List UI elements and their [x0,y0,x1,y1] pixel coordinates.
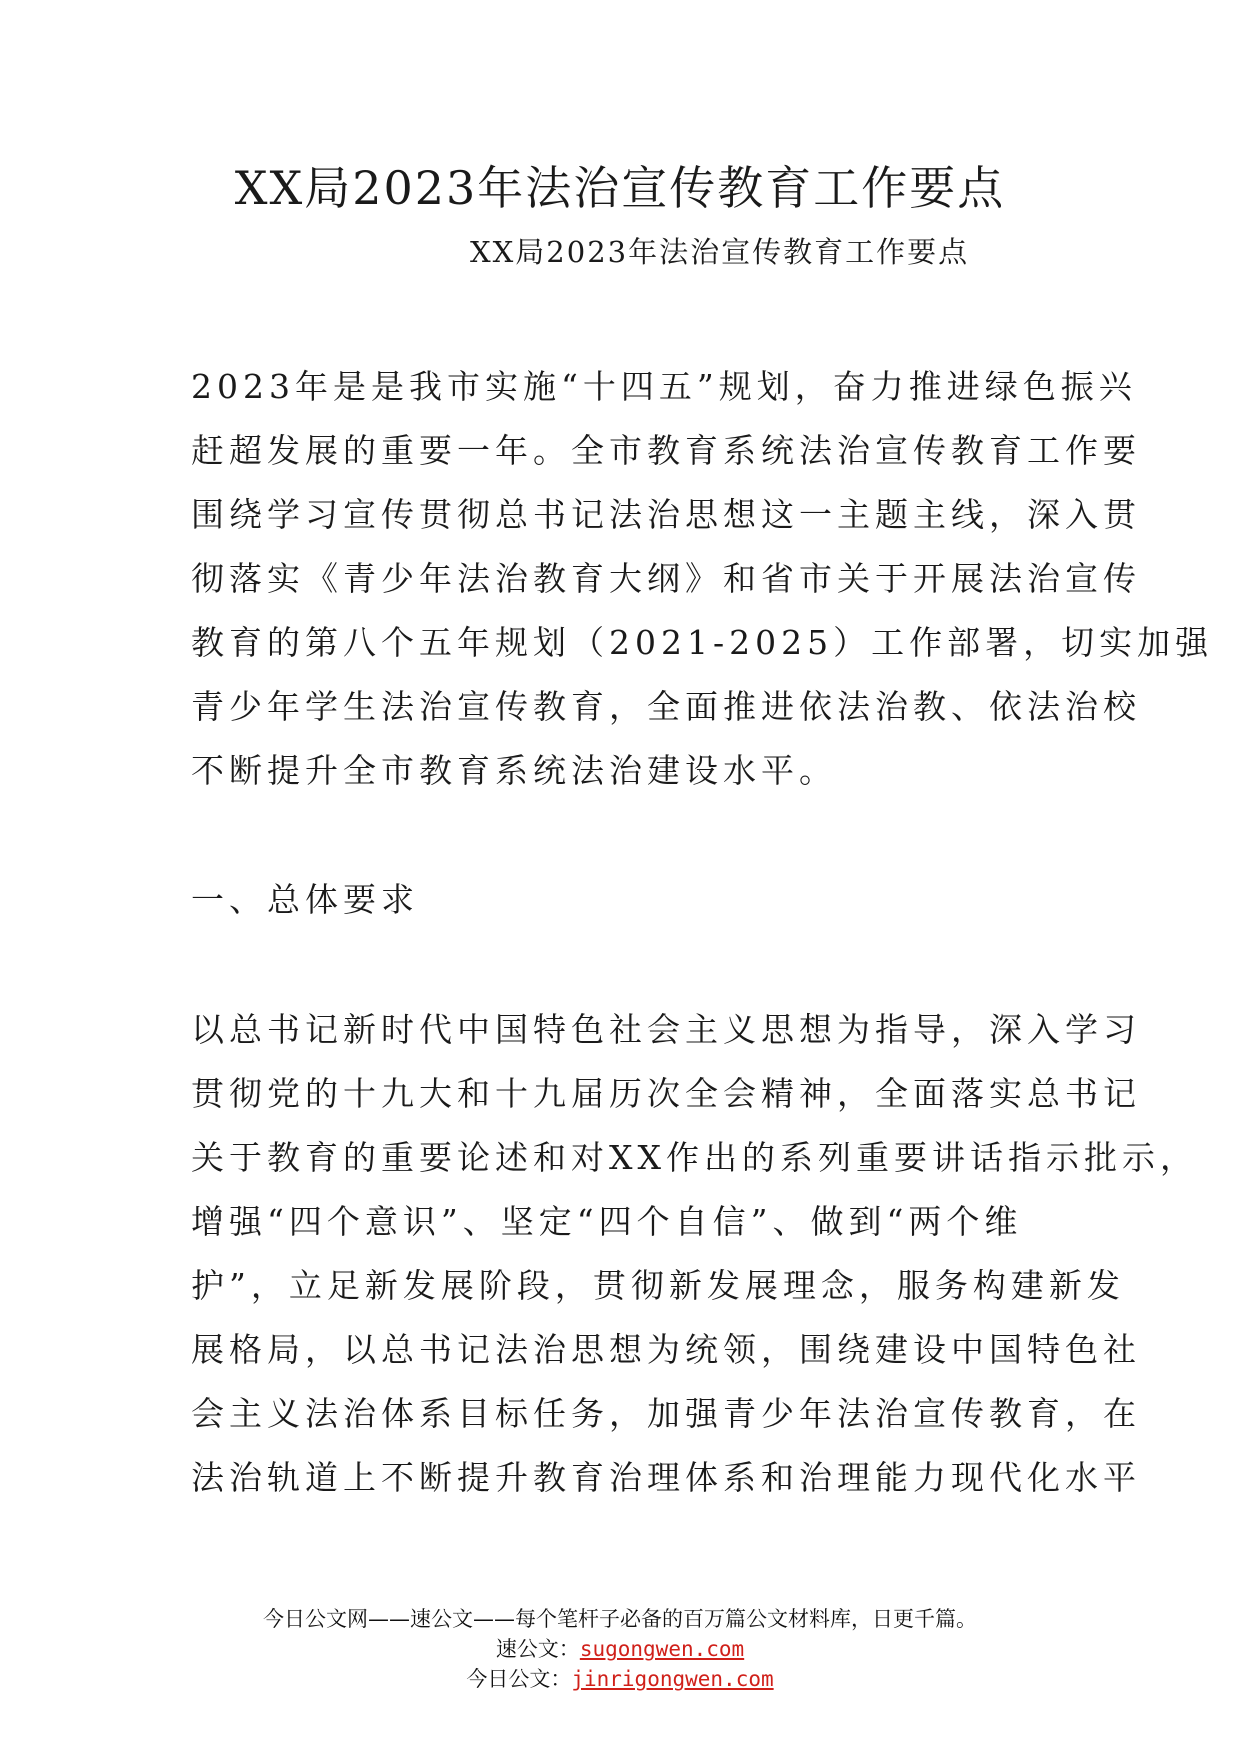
paragraph-line: 展格局，以总书记法治思想为统领，围绕建设中国特色社 [191,1330,1141,1369]
paragraph-line: 会主义法治体系目标任务，加强青少年法治宣传教育，在 [191,1394,1141,1433]
paragraph-line: 增强“四个意识”、坚定“四个自信”、做到“两个维 [191,1202,1023,1241]
paragraph-line: 法治轨道上不断提升教育治理体系和治理能力现代化水平 [191,1458,1141,1497]
paragraph-line: 围绕学习宣传贯彻总书记法治思想这一主题主线，深入贯 [191,495,1141,534]
paragraph-line: 贯彻党的十九大和十九届历次全会精神，全面落实总书记 [191,1074,1141,1113]
jinrigongwen-link[interactable]: jinrigongwen.com [571,1667,774,1691]
sugongwen-link[interactable]: sugongwen.com [579,1637,745,1661]
section1-paragraph [191,998,1198,1510]
paragraph-line: 赶超发展的重要一年。全市教育系统法治宣传教育工作要 [191,431,1141,470]
paragraph-line: 教育的第八个五年规划（2021-2025）工作部署，切实加强 [191,623,1214,662]
footer-jinri-label: 今日公文： [466,1667,572,1691]
paragraph-line: 彻落实《青少年法治教育大纲》和省市关于开展法治宣传 [191,559,1141,598]
paragraph-line: 以总书记新时代中国特色社会主义思想为指导，深入学习 [191,1010,1141,1049]
intro-paragraph [191,355,1214,803]
footer-jinri-row [0,1664,1240,1694]
paragraph-line: 2023年是是我市实施“十四五”规划，奋力推进绿色振兴 [191,367,1137,406]
footer-tagline: 今日公文网——速公文——每个笔杆子必备的百万篇公文材料库，日更千篇。 [263,1607,977,1631]
section-heading-general-requirements: 一、总体要求 [191,880,419,919]
document-subtitle: XX局2023年法治宣传教育工作要点 [470,235,970,269]
paragraph-line: 关于教育的重要论述和对XX作出的系列重要讲话指示批示， [191,1138,1198,1177]
paragraph-line: 不断提升全市教育系统法治建设水平。 [191,751,837,790]
footer-sugongwen-row [0,1634,1240,1664]
paragraph-line: 青少年学生法治宣传教育，全面推进依法治教、依法治校 [191,687,1141,726]
paragraph-line: 护”，立足新发展阶段，贯彻新发展理念，服务构建新发 [191,1266,1125,1305]
footer-sugongwen-label: 速公文： [495,1637,580,1661]
page-footer [0,1604,1240,1694]
document-title: XX局2023年法治宣传教育工作要点 [234,161,1006,215]
